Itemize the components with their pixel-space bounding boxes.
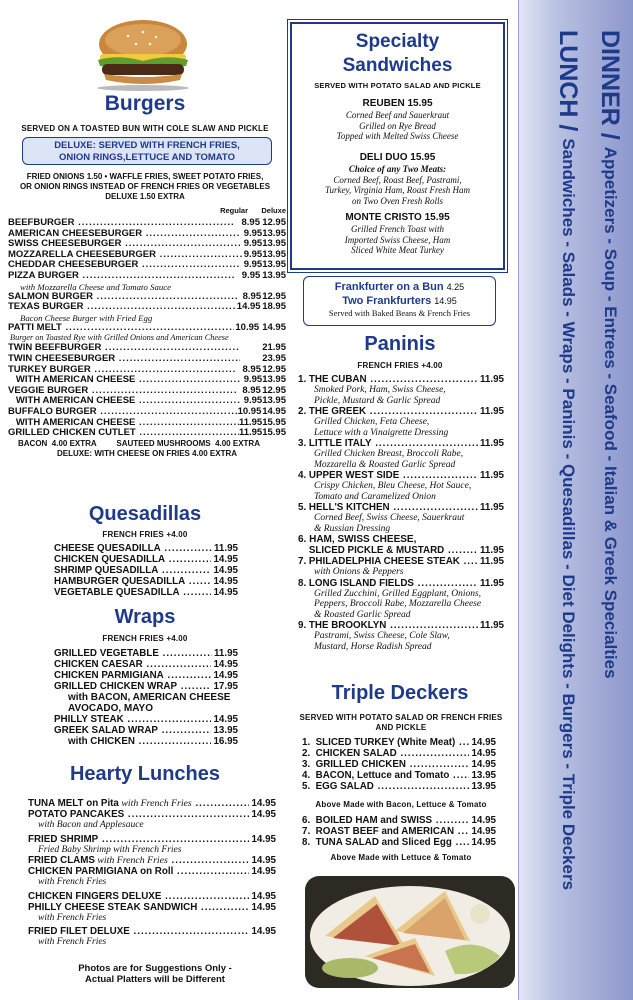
- burger-name: VEGGIE BURGER .....: [8, 386, 237, 397]
- item-price: 11.95: [480, 470, 504, 481]
- item-name: CHICKEN QUESADILLA .....: [54, 554, 211, 565]
- wrap-extra-1: with BACON, AMERICAN CHEESE: [68, 692, 231, 703]
- item-price: 11.95: [480, 556, 504, 567]
- quesadillas-subtitle: FRENCH FRIES +4.00: [102, 530, 188, 539]
- list-item: [298, 438, 504, 449]
- burger-name: CHEDDAR CHEESEBURGER .....: [8, 260, 241, 271]
- list-item: [302, 759, 496, 770]
- item-name: 5. HELL'S KITCHEN .....: [298, 502, 478, 513]
- list-item: [302, 837, 496, 848]
- burger-regular-price: 9.95: [243, 227, 263, 239]
- list-item: [54, 554, 238, 565]
- item-price: 14.95: [213, 587, 238, 598]
- triple-deckers-title: Triple Deckers: [331, 682, 469, 704]
- item-desc: Peppers, Broccoli Rabe, Mozzarella Cheese: [314, 599, 482, 609]
- item-price: 13.95: [471, 770, 496, 781]
- item-name: 3. LITTLE ITALY .....: [298, 438, 478, 449]
- burgers-subtitle: SERVED ON A TOASTED BUN WITH COLE SLAW AND PICKLE: [21, 124, 269, 133]
- item-desc: with French Fries: [38, 937, 107, 947]
- item-desc: Crispy Chicken, Bleu Cheese, Hot Sauce,: [314, 481, 472, 491]
- list-item: [54, 714, 238, 725]
- banner-dinner: DINNER / Appetizers - Soup - Entrees - Seafood - Italian & Greek Specialties: [596, 30, 624, 679]
- item-price: 14.95: [471, 815, 496, 826]
- item-price: 14.95: [251, 798, 276, 809]
- burger-deluxe-price: 12.95: [262, 363, 286, 375]
- burger-regular-price: 8.95: [241, 217, 260, 228]
- burgers-note-1: FRIED ONIONS 1.50 • WAFFLE FRIES, SWEET POTATO FRIES,: [26, 172, 264, 181]
- item-name: CHEESE QUESADILLA .....: [54, 543, 212, 554]
- burger-row: [8, 407, 286, 418]
- item-price: 14.95: [471, 737, 496, 748]
- item-desc: Mustard, Horse Radish Spread: [314, 641, 432, 652]
- quesadillas-title: Quesadillas: [88, 503, 202, 525]
- burger-deluxe-price: 13.95: [262, 374, 286, 386]
- item-name: CHICKEN PARMIGIANA on Roll .....: [28, 866, 249, 877]
- item-price: 14.95: [213, 670, 238, 681]
- item-name: PHILLY STEAK .....: [54, 714, 211, 725]
- burger-row: [8, 271, 286, 282]
- col-regular: Regular: [220, 206, 248, 215]
- burgers-note-2: OR ONION RINGS INSTEAD OF FRENCH FRIES OR VEGETABLES: [19, 182, 271, 191]
- burger-deluxe-price: 13.95: [262, 259, 286, 271]
- burger-name: TURKEY BURGER .....: [8, 365, 237, 376]
- item-name: 1. SLICED TURKEY (White Meat) .....: [302, 737, 469, 748]
- burger-deluxe-price: 15.95: [262, 416, 286, 428]
- item-name: GREEK SALAD WRAP .....: [54, 725, 211, 736]
- list-item: [302, 815, 496, 826]
- item-name: CHICKEN CAESAR .....: [54, 659, 211, 670]
- item-name: CHICKEN PARMIGIANA .....: [54, 670, 211, 681]
- item-price: 11.95: [480, 577, 504, 589]
- item-price: 14.95: [251, 890, 276, 902]
- burger-regular-price: 9.95: [243, 259, 263, 271]
- side-banner: [515, 0, 633, 1000]
- hearty-list: [28, 798, 276, 948]
- burger-deluxe-price: 15.95: [262, 427, 286, 439]
- burger-regular-price: 10.95: [235, 321, 260, 333]
- burger-extras-1: BACON 4.00 EXTRA SAUTEED MUSHROOMS 4.00 EXTRA: [18, 438, 260, 448]
- list-item: [298, 374, 504, 385]
- pizza-burger-desc: with Mozzarella Cheese and Tomato Sauce: [20, 281, 172, 292]
- burger-deluxe-price: 14.95: [262, 321, 286, 333]
- specialty-title-line-2: Sandwiches: [342, 55, 453, 76]
- frankfurter-line-1: Frankfurter on a Bun 4.25: [334, 281, 465, 293]
- burger-table-header: [8, 206, 286, 215]
- wraps-title: Wraps: [114, 606, 176, 628]
- item-price: 14.95: [471, 748, 496, 759]
- burger-name: BUFFALO BURGER .....: [8, 407, 238, 418]
- item-desc: & Russian Dressing: [314, 523, 391, 534]
- item-price: 14.95: [251, 866, 276, 877]
- list-item: [54, 543, 238, 554]
- item-name: 4. UPPER WEST SIDE .....: [298, 470, 478, 481]
- item-price: 14.95: [213, 714, 238, 725]
- burger-name: BEEFBURGER .....: [8, 218, 235, 229]
- burger-name: TWIN BEEFBURGER .....: [8, 343, 239, 354]
- list-item: [54, 659, 238, 670]
- burger-name: AMERICAN CHEESEBURGER .....: [8, 229, 241, 240]
- item-desc: Grilled Chicken Breast, Broccoli Rabe,: [314, 449, 464, 459]
- burger-deluxe-price: 13.95: [262, 238, 286, 250]
- item-desc: with Onions & Peppers: [314, 567, 404, 577]
- burger-deluxe-price: 12.95: [262, 290, 286, 302]
- item-desc: Fried Baby Shrimp with French Fries: [38, 844, 182, 855]
- item-name: 3. GRILLED CHICKEN .....: [302, 759, 469, 770]
- triple-list-b: [302, 815, 496, 848]
- list-item: [302, 748, 496, 759]
- burger-regular-price: 9.95: [243, 248, 263, 260]
- list-item: [298, 545, 504, 556]
- burger-regular-price: 9.95: [241, 269, 261, 281]
- item-name: 8. TUNA SALAD and Sliced Egg .....: [302, 837, 469, 848]
- item-price: 11.95: [480, 620, 504, 631]
- item-price: 13.95: [213, 725, 238, 736]
- item-desc: Grilled Chicken, Feta Cheese,: [314, 417, 430, 427]
- specialty-title: [292, 30, 503, 78]
- item-price: 14.95: [251, 855, 276, 866]
- burger-name: PATTI MELT .....: [8, 323, 234, 334]
- item-name: FRIED SHRIMP .....: [28, 834, 249, 845]
- burger-row: [8, 218, 286, 229]
- paninis-subtitle: FRENCH FRIES +4.00: [357, 361, 443, 370]
- paninis-list: [298, 374, 504, 652]
- burger-name: WITH AMERICAN CHEESE .....: [8, 375, 241, 386]
- burger-deluxe-price: 23.95: [262, 352, 286, 364]
- wraps-subtitle: FRENCH FRIES +4.00: [102, 634, 188, 643]
- item-price: 11.95: [480, 502, 504, 513]
- item-price: 11.95: [480, 374, 504, 385]
- item-price: 14.95: [251, 833, 276, 845]
- item-price: 11.95: [480, 406, 504, 417]
- item-desc: Pastrami, Swiss Cheese, Cole Slaw,: [314, 631, 450, 641]
- list-item: [54, 725, 238, 736]
- item-name: 8. LONG ISLAND FIELDS .....: [298, 578, 478, 589]
- list-item: [54, 670, 238, 681]
- list-item: [28, 926, 276, 937]
- triple-list-a: [302, 737, 496, 792]
- item-price: 14.95: [251, 809, 276, 820]
- burger-name: GRILLED CHICKEN CUTLET .....: [8, 428, 239, 439]
- item-name: 5. EGG SALAD .....: [302, 781, 469, 792]
- item-desc: Topped with Melted Swiss Cheese: [336, 131, 459, 141]
- list-item: [298, 470, 504, 481]
- frankfurter-line-2: Two Frankfurters 14.95: [342, 295, 457, 307]
- list-item-name: 6. HAM, SWISS CHEESE,: [298, 534, 417, 545]
- paninis-title: Paninis: [364, 333, 436, 355]
- burgers-notes: [10, 172, 280, 202]
- list-item: [54, 576, 238, 587]
- quesadillas-list: [54, 543, 238, 598]
- burger-table: [8, 206, 286, 459]
- list-item: [28, 891, 276, 902]
- item-desc: Mozzarella & Roasted Garlic Spread: [314, 459, 456, 470]
- item-price: 11.95: [214, 543, 238, 554]
- triple-deckers-subtitle: [296, 713, 506, 733]
- burger-deluxe-price: 13.95: [262, 227, 286, 239]
- burger-regular-price: 11.95: [238, 427, 263, 439]
- burger-regular-price: 9.95: [243, 395, 263, 407]
- item-price: 17.95: [213, 681, 238, 692]
- item-price: 14.95: [251, 901, 276, 913]
- item-desc: Grilled on Rye Bread: [359, 120, 436, 131]
- list-item: [28, 902, 276, 913]
- item-desc: Sliced White Meat Turkey: [351, 245, 444, 255]
- burger-deluxe-price: 18.95: [262, 301, 286, 313]
- frankfurter-desc: Served with Baked Beans & French Fries: [328, 308, 471, 318]
- deluxe-box: [22, 137, 272, 165]
- item-desc: Smoked Pork, Ham, Swiss Cheese,: [314, 385, 446, 395]
- burger-row: [8, 354, 286, 365]
- list-item: [298, 502, 504, 513]
- item-name: 6. BOILED HAM and SWISS .....: [302, 815, 469, 826]
- item-price: 14.95: [213, 659, 238, 670]
- item-price: 14.95: [213, 554, 238, 565]
- burger-regular-price: 9.95: [243, 238, 263, 250]
- burger-regular-price: 8.95: [242, 290, 262, 302]
- burger-regular-price: 10.95: [237, 405, 262, 417]
- item-price: 11.95: [214, 648, 238, 659]
- burger-row: [8, 428, 286, 439]
- item-name: SLICED PICKLE & MUSTARD .....: [298, 545, 478, 556]
- list-item: [298, 406, 504, 417]
- item-desc: Grilled French Toast with: [350, 224, 445, 234]
- texas-burger-desc: Bacon Cheese Burger with Fried Egg: [20, 312, 153, 323]
- item-name: 2. THE GREEK .....: [298, 406, 478, 417]
- item-name: HAMBURGER QUESADILLA .....: [54, 576, 211, 587]
- list-item: [298, 578, 504, 589]
- item-desc: with French Fries: [38, 912, 107, 923]
- burger-name: WITH AMERICAN CHEESE .....: [8, 396, 241, 407]
- item-name: TUNA MELT on Pita with French Fries .....: [28, 798, 249, 809]
- burger-photo: [88, 14, 198, 92]
- specialty-item-reuben: [292, 98, 503, 142]
- triple-subtitle-line-1: SERVED WITH POTATO SALAD OR FRENCH FRIES: [299, 713, 503, 722]
- item-price: 14.95: [251, 926, 276, 937]
- item-name: REUBEN 15.95: [362, 98, 433, 109]
- list-item: [298, 620, 504, 631]
- item-desc: Corned Beef, Swiss Cheese, Sauerkraut: [314, 513, 465, 523]
- list-item: [54, 736, 238, 747]
- item-desc: Grilled Zucchini, Grilled Eggplant, Onions,: [314, 588, 482, 599]
- item-desc: Lettuce with a Vinaigrette Dressing: [314, 427, 449, 438]
- item-desc: Turkey, Virginia Ham, Roast Fresh Ham: [325, 185, 470, 195]
- burger-row: [8, 302, 286, 313]
- item-name: 1. THE CUBAN .....: [298, 374, 478, 385]
- item-name: MONTE CRISTO 15.95: [345, 212, 450, 223]
- item-name: FRIED CLAMS with French Fries .....: [28, 855, 249, 866]
- item-price: 13.95: [471, 781, 496, 792]
- photos-disclaimer: [40, 963, 270, 985]
- triple-subtitle-line-2: AND PICKLE: [375, 723, 427, 732]
- burger-deluxe-price: 13.95: [262, 269, 286, 281]
- list-item: [28, 866, 276, 877]
- item-name: 7. ROAST BEEF and AMERICAN .....: [302, 826, 469, 837]
- item-price: 14.95: [471, 837, 496, 848]
- item-desc: Imported Swiss Cheese, Ham: [344, 234, 451, 245]
- burger-name: MOZZARELLA CHEESEBURGER .....: [8, 250, 242, 261]
- item-name: 4. BACON, Lettuce and Tomato .....: [302, 770, 469, 781]
- burger-row: [8, 323, 286, 334]
- burger-regular-price: 8.95: [242, 363, 261, 375]
- item-name: GRILLED CHICKEN WRAP .....: [54, 681, 211, 692]
- disclaimer-line-1: Photos are for Suggestions Only -: [78, 963, 232, 974]
- specialty-title-line-1: Specialty: [355, 31, 440, 52]
- item-desc: on Two Oven Fresh Rolls: [352, 195, 443, 206]
- burger-deluxe-price: 14.95: [262, 405, 286, 417]
- burger-row: [8, 343, 286, 354]
- item-desc: with Bacon and Applesauce: [38, 820, 144, 830]
- specialty-sandwiches-box: [290, 22, 505, 270]
- burger-extras-2: DELUXE: WITH CHEESE ON FRIES 4.00 EXTRA: [56, 448, 238, 458]
- item-price: 14.95: [213, 576, 238, 587]
- list-item: [302, 737, 496, 748]
- item-desc: with French Fries: [38, 877, 107, 887]
- col-deluxe: Deluxe: [261, 206, 286, 215]
- specialty-item-monte-cristo: [292, 212, 503, 256]
- item-price: 14.95: [213, 565, 238, 576]
- item-name: FRIED FILET DELUXE .....: [28, 926, 249, 937]
- item-desc: Choice of any Two Meats:: [348, 164, 447, 174]
- item-name: CHICKEN FINGERS DELUXE .....: [28, 891, 249, 902]
- wrap-extra-2: AVOCADO, MAYO: [68, 703, 154, 714]
- triple-note-b: Above Made with Lettuce & Tomato: [330, 853, 472, 862]
- item-name: 7. PHILADELPHIA CHEESE STEAK .....: [298, 556, 478, 567]
- list-item: [28, 798, 276, 809]
- item-desc: & Roasted Garlic Spread: [314, 609, 411, 620]
- burger-regular-price: 9.95: [243, 374, 263, 386]
- banner-edge: [515, 0, 519, 1000]
- burger-deluxe-price: 13.95: [262, 395, 286, 407]
- hearty-lunches-title: Hearty Lunches: [69, 763, 221, 785]
- item-name: 2. CHICKEN SALAD .....: [302, 748, 469, 759]
- item-name: GRILLED VEGETABLE .....: [54, 648, 212, 659]
- specialty-item-deli-duo: [292, 152, 503, 206]
- burger-regular-price: 8.95: [242, 384, 261, 396]
- specialty-subtitle: SERVED WITH POTATO SALAD AND PICKLE: [314, 81, 481, 90]
- list-item: [54, 565, 238, 576]
- burgers-title: Burgers: [104, 92, 186, 115]
- list-item: [302, 781, 496, 792]
- burger-name: TWIN CHEESEBURGER .....: [8, 354, 240, 365]
- item-name: POTATO PANCAKES .....: [28, 809, 249, 820]
- burger-deluxe-price: 21.95: [262, 342, 286, 354]
- wraps-list: [54, 648, 238, 747]
- list-item: [28, 834, 276, 845]
- burger-regular-price: 11.95: [238, 416, 263, 428]
- burger-name: PIZZA BURGER .....: [8, 271, 236, 282]
- item-desc: Corned Beef, Roast Beef, Pastrami,: [333, 174, 462, 185]
- triple-decker-photo: [305, 876, 515, 988]
- burger-name: SWISS CHEESEBURGER .....: [8, 239, 240, 250]
- list-item: [302, 826, 496, 837]
- burger-name: SALMON BURGER .....: [8, 292, 238, 303]
- deluxe-line-2: ONION RINGS,LETTUCE AND TOMATO: [59, 151, 235, 163]
- item-price: 11.95: [480, 545, 504, 556]
- item-price: 14.95: [471, 759, 496, 770]
- item-name: DELI DUO 15.95: [359, 152, 436, 163]
- burger-deluxe-price: 12.95: [262, 384, 286, 396]
- item-name: SHRIMP QUESADILLA .....: [54, 565, 211, 576]
- list-item: [28, 855, 276, 866]
- item-price: 16.95: [213, 736, 238, 747]
- frankfurter-box: [303, 276, 496, 326]
- triple-note-a: Above Made with Bacon, Lettuce & Tomato: [315, 800, 487, 809]
- burger-name: TEXAS BURGER .....: [8, 302, 236, 313]
- list-item: [54, 681, 238, 692]
- burger-name: WITH AMERICAN CHEESE .....: [8, 418, 239, 429]
- burger-deluxe-price: 13.95: [262, 248, 286, 260]
- item-desc: Tomato and Caramelized Onion: [314, 491, 436, 502]
- item-name: PHILLY CHEESE STEAK SANDWICH .....: [28, 902, 249, 913]
- banner-lunch: LUNCH / Sandwiches - Salads - Wraps - Paninis - Quesadillas - Diet Delights - Burgers - Triple Deckers: [554, 30, 582, 891]
- item-price: 11.95: [480, 438, 504, 449]
- item-name: with CHICKEN .....: [54, 736, 211, 747]
- list-item: [302, 770, 496, 781]
- item-name: 9. THE BROOKLYN .....: [298, 620, 478, 631]
- list-item: [54, 587, 238, 598]
- item-name: VEGETABLE QUESADILLA .....: [54, 587, 211, 598]
- item-desc: Pickle, Mustard & Garlic Spread: [314, 395, 441, 406]
- item-desc: Corned Beef and Sauerkraut: [345, 110, 450, 120]
- list-item: [54, 648, 238, 659]
- burger-regular-price: 14.95: [236, 301, 261, 313]
- burger-deluxe-price: 12.95: [262, 217, 286, 228]
- deluxe-line-1: DELUXE: SERVED WITH FRENCH FRIES,: [54, 140, 240, 151]
- burgers-note-3: DELUXE 1.50 EXTRA: [105, 192, 185, 201]
- item-price: 14.95: [471, 826, 496, 837]
- patti-melt-desc: Burger on Toasted Rye with Grilled Onions and American Cheese: [10, 333, 229, 343]
- list-item: [28, 809, 276, 820]
- disclaimer-line-2: Actual Platters will be Different: [85, 974, 225, 985]
- list-item: [298, 556, 504, 567]
